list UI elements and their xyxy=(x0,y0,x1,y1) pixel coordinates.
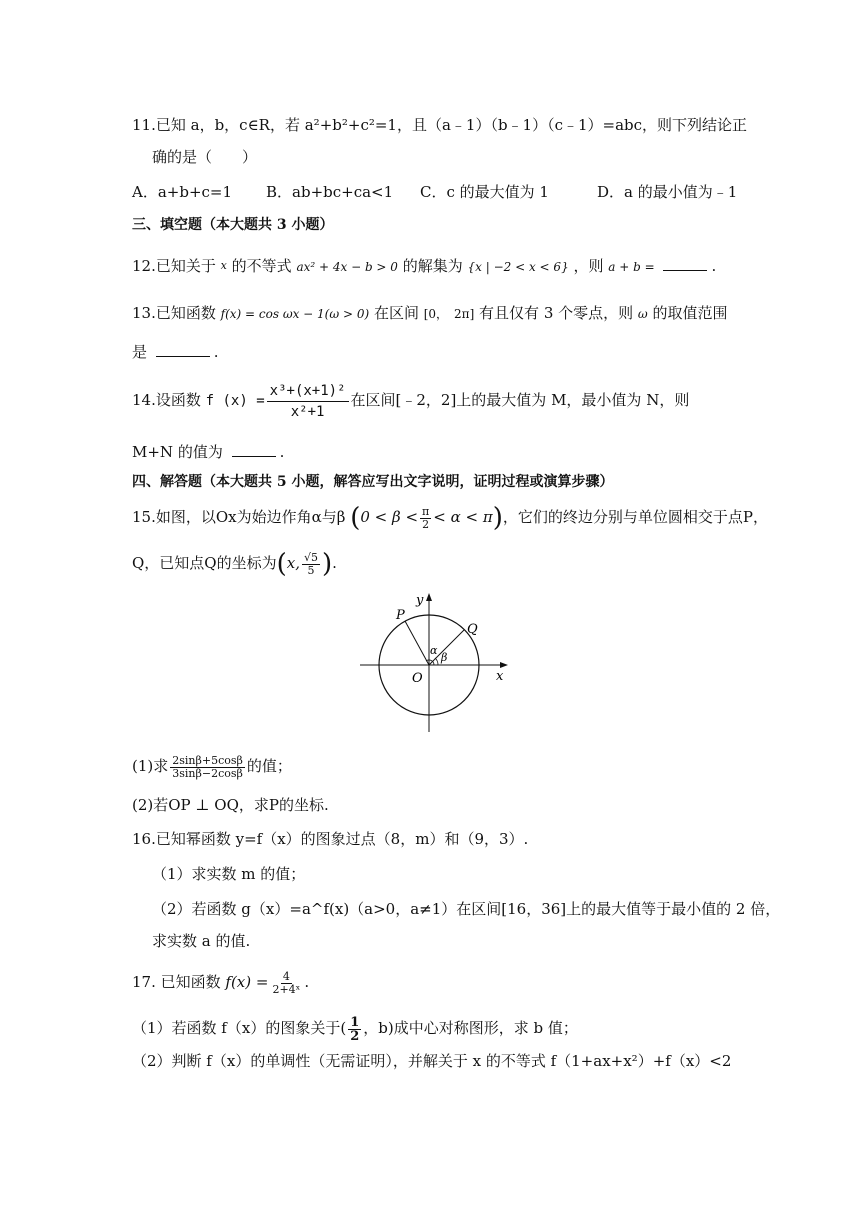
q13-mid2: 有且仅有 3 个零点，则 xyxy=(479,304,634,322)
q15-part1-prefix: (1)求 xyxy=(132,757,169,775)
y-axis-arrow xyxy=(426,593,432,601)
q13-line2-prefix: 是 xyxy=(132,343,148,361)
q11-line1: 11.已知 a，b，c∈R，若 a²+b²+c²=1，且（a﹣1）（b﹣1）（c﹣1）=abc，则下列结论正 xyxy=(132,116,748,134)
q12-prefix: 12.已知关于 xyxy=(132,257,216,275)
q14-numerator: x³+(x+1)² xyxy=(267,381,349,402)
q17-fraction xyxy=(270,971,302,996)
q17-prefix: 17. 已知函数 xyxy=(132,973,221,991)
q17-fx: f(x) = xyxy=(225,973,269,991)
q11-option-d: D．a 的最小值为﹣1 xyxy=(597,183,738,201)
q17-part2: （2）判断 f（x）的单调性（无需证明），并解关于 x 的不等式 f（1+ax+x²）+f（x）<2 xyxy=(132,1052,732,1070)
q13-end: 的取值范围 xyxy=(652,304,728,322)
q13-interval: [0， 2π] xyxy=(423,307,475,321)
q14-denominator: x²+1 xyxy=(290,403,325,420)
q11-option-b: B．ab+bc+ca<1 xyxy=(266,183,394,201)
q12-mid3: ，则 xyxy=(573,257,604,275)
q16-part1: （1）求实数 m 的值； xyxy=(152,865,306,883)
q15-line2 xyxy=(132,548,337,579)
x-axis-arrow xyxy=(500,662,508,668)
q12-set: {x | −2 < x < 6} xyxy=(467,260,569,274)
q15-paren-open: ( xyxy=(350,503,361,533)
q17-line1 xyxy=(132,967,309,997)
q15-cond-right: < α < π xyxy=(433,508,493,526)
label-p: P xyxy=(396,608,405,623)
q15-cond-left: 0 < β < xyxy=(360,508,419,526)
q16-line1: 16.已知幂函数 y=f（x）的图象过点（8，m）和（9，3）. xyxy=(132,830,529,848)
q15-line1-prefix: 15.如图，以Ox为始边作角α与β xyxy=(132,508,346,526)
q14-fx: f (x) = xyxy=(205,393,265,409)
q17-part1-fraction xyxy=(348,1016,361,1043)
q14-line2-end: . xyxy=(279,443,285,461)
q13-line1 xyxy=(132,302,728,325)
q14-answer-blank[interactable] xyxy=(232,444,276,457)
q14-line2-prefix: M+N 的值为 xyxy=(132,443,223,461)
q12-mid: 的不等式 xyxy=(231,257,292,275)
q11-options xyxy=(132,181,742,203)
q15-part1 xyxy=(132,751,292,781)
q17-den: 2+4ˣ xyxy=(272,982,301,996)
label-q: Q xyxy=(467,622,478,637)
q12-answer-blank[interactable] xyxy=(663,258,707,271)
q14-line2 xyxy=(132,441,284,463)
q12-line xyxy=(132,255,716,278)
q17-part1-prefix: （1）若函数 f（x）的图象关于( xyxy=(132,1019,347,1037)
label-x: x xyxy=(496,669,504,684)
q15-coord-num: √5 xyxy=(304,550,319,564)
q15-line2-prefix: Q，已知点Q的坐标为 xyxy=(132,554,277,572)
q11-option-a: A．a+b+c=1 xyxy=(132,183,233,201)
q15-part1-end: 的值； xyxy=(246,757,292,775)
q15-line1-end: ，它们的终边分别与单位圆相交于点P， xyxy=(502,508,768,526)
q15-part1-num: 2sinβ+5cosβ xyxy=(172,753,243,767)
q15-coord-close: ) xyxy=(322,549,333,579)
q13-function: f(x) = cos ωx − 1(ω > 0) xyxy=(220,307,370,321)
q13-line2-end: . xyxy=(213,343,219,361)
q15-coord-den: 5 xyxy=(307,563,315,577)
q13-omega: ω xyxy=(637,307,648,321)
q14-prefix: 14.设函数 xyxy=(132,391,201,409)
q12-var: x xyxy=(220,259,227,272)
q17-part1-den: 2 xyxy=(350,1028,360,1044)
q15-cond-fraction xyxy=(420,506,431,531)
section-4-heading: 四、解答题（本大题共 5 小题，解答应写出文字说明，证明过程或演算步骤） xyxy=(132,474,614,490)
q15-coord-open: ( xyxy=(276,549,287,579)
q17-end: . xyxy=(304,973,310,991)
q15-cond-den: 2 xyxy=(422,517,430,531)
q13-answer-blank[interactable] xyxy=(156,344,210,357)
label-alpha: α xyxy=(430,644,438,657)
q15-part1-den: 3sinβ−2cosβ xyxy=(172,766,243,780)
q13-prefix: 13.已知函数 xyxy=(132,304,216,322)
q14-mid: 在区间[﹣2，2]上的最大值为 M，最小值为 N，则 xyxy=(350,391,690,409)
label-y: y xyxy=(416,593,424,608)
q11-option-c: C．c 的最大值为 1 xyxy=(420,183,549,201)
unit-circle-figure xyxy=(360,590,520,740)
q17-num: 4 xyxy=(282,969,290,983)
q17-part1 xyxy=(132,1014,578,1043)
q12-expr: a + b = xyxy=(608,260,655,274)
q12-mid2: 的解集为 xyxy=(402,257,463,275)
q16-part2-line2: 求实数 a 的值. xyxy=(152,932,251,950)
q14-line1 xyxy=(132,378,689,423)
ray-op xyxy=(405,621,429,665)
q13-mid: 在区间 xyxy=(373,304,419,322)
q15-line1 xyxy=(132,502,768,533)
q15-coord-fraction xyxy=(302,552,320,577)
q15-part1-fraction xyxy=(170,755,245,780)
q11-line2: 确的是（ ） xyxy=(152,148,258,166)
q15-line2-end: . xyxy=(332,554,337,572)
q12-inequality: ax² + 4x − b > 0 xyxy=(296,260,398,274)
q12-end: . xyxy=(711,257,717,275)
q14-fraction xyxy=(267,381,349,422)
label-o: O xyxy=(412,671,423,686)
q13-line2 xyxy=(132,341,219,363)
q16-part2: （2）若函数 g（x）=a^f(x)（a>0，a≠1）在区间[16，36]上的最大值等于最小值的 2 倍， xyxy=(152,900,781,918)
q17-part1-num: 1 xyxy=(350,1014,360,1030)
q17-part1-end: ，b)成中心对称图形，求 b 值； xyxy=(363,1019,578,1037)
q15-paren-close: ) xyxy=(492,503,503,533)
q15-coord-x: x, xyxy=(286,554,300,572)
q15-part2: (2)若OP ⊥ OQ，求P的坐标. xyxy=(132,796,329,814)
label-beta: β xyxy=(441,651,448,664)
section-3-heading: 三、填空题（本大题共 3 小题） xyxy=(132,217,334,233)
q15-cond-num: π xyxy=(422,504,430,518)
